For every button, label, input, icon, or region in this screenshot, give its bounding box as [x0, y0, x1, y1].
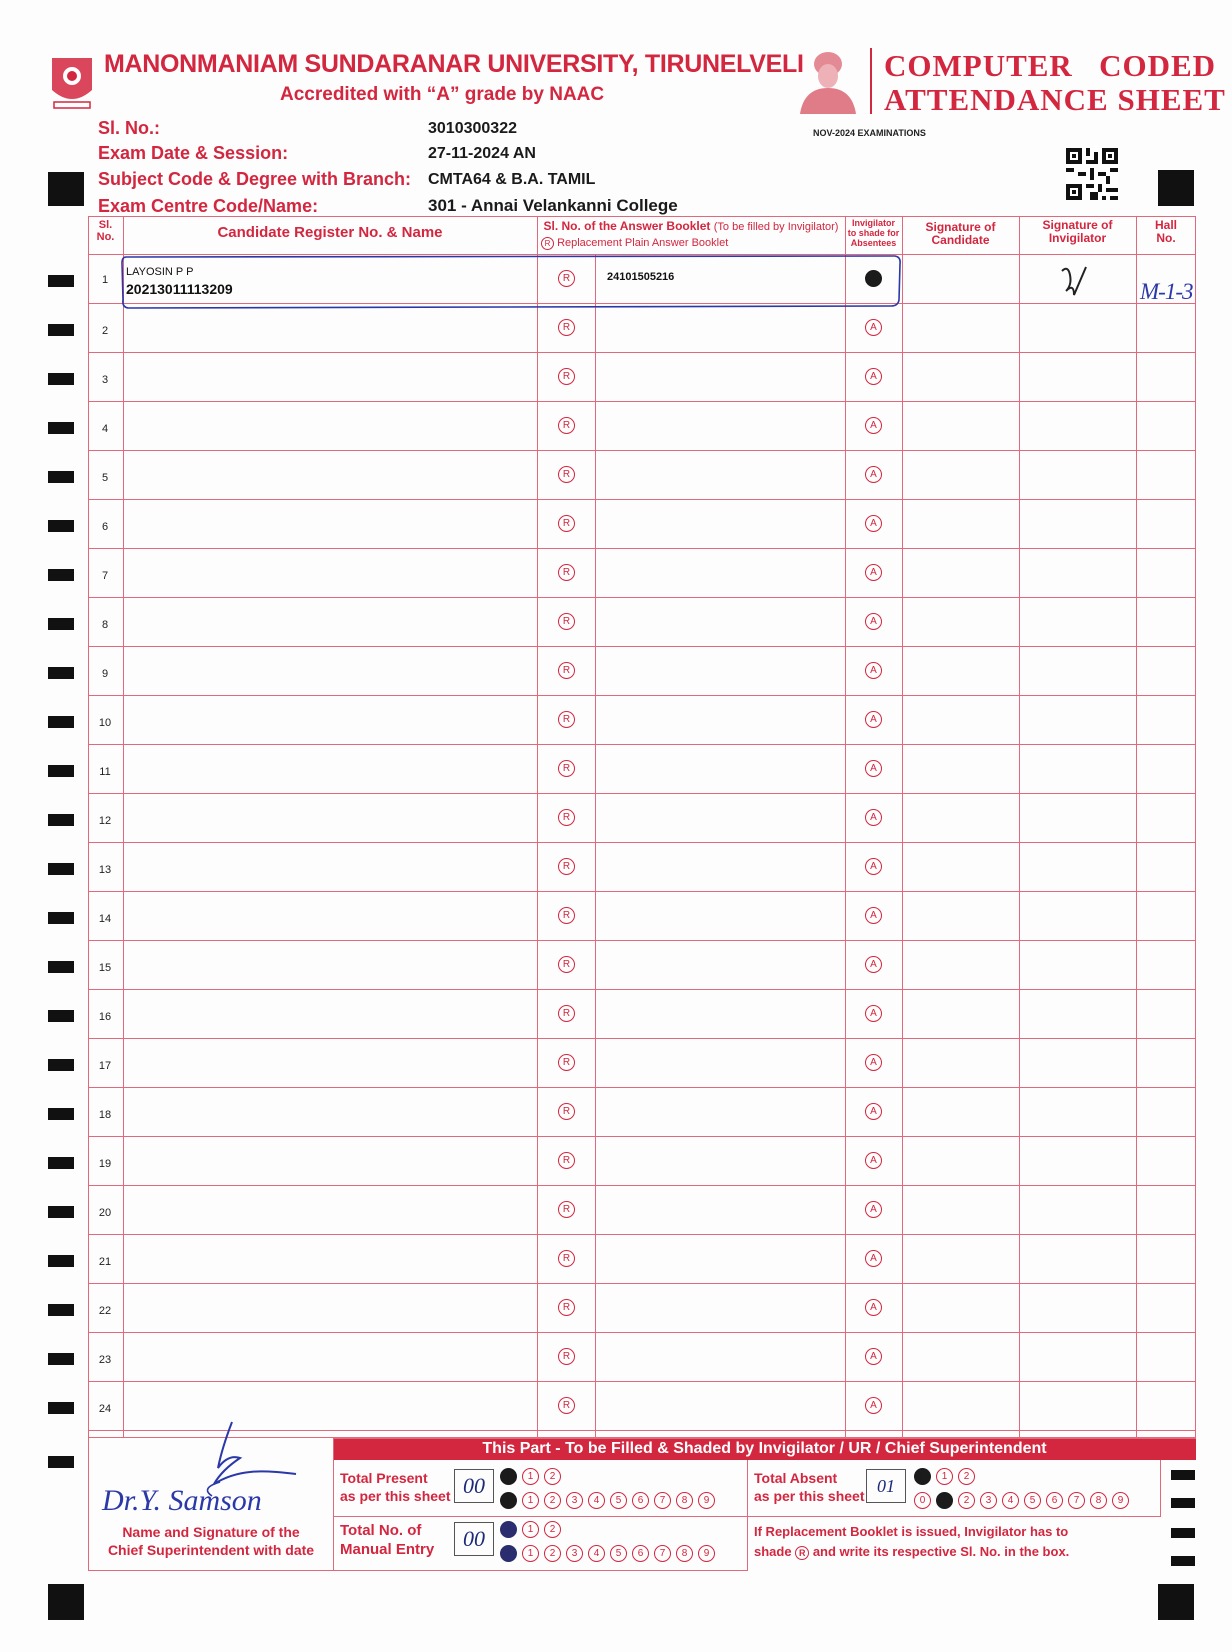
- replacement-bubble[interactable]: R: [558, 515, 575, 532]
- row-number: 2: [101, 325, 109, 337]
- replacement-bubble[interactable]: R: [558, 662, 575, 679]
- row-divider: [88, 646, 1196, 647]
- col-booklet-note: (To be filled by Invigilator): [713, 221, 839, 233]
- cs-label-2: Chief Superintendent with date: [107, 1541, 315, 1558]
- centre-value: 301 - Annai Velankanni College: [428, 196, 678, 215]
- replacement-bubble[interactable]: R: [558, 1054, 575, 1071]
- col-sig-cand-1: Signature of: [925, 220, 996, 234]
- header-divider: [870, 48, 872, 114]
- col-absent-3: Absentees: [850, 237, 897, 248]
- digit-bubble[interactable]: 3: [566, 1545, 583, 1562]
- absentee-bubble[interactable]: A: [865, 1103, 882, 1120]
- column-divider: [595, 254, 596, 1438]
- col-booklet-header: [537, 220, 845, 233]
- total-present-2: as per this sheet: [340, 1487, 451, 1504]
- timing-mark: [48, 1304, 74, 1316]
- absentee-bubble[interactable]: A: [865, 1152, 882, 1169]
- replacement-bubble[interactable]: R: [558, 417, 575, 434]
- column-divider: [845, 216, 846, 1438]
- timing-mark: [1171, 1470, 1195, 1480]
- replacement-bubble[interactable]: R: [558, 1348, 575, 1365]
- row-number: 9: [101, 668, 109, 680]
- chief-superintendent-name-handwritten: Dr.Y. Samson: [102, 1484, 262, 1517]
- row-divider: [88, 940, 1196, 941]
- row-number: 18: [98, 1109, 112, 1121]
- replacement-r-icon: R: [795, 1546, 809, 1560]
- timing-mark: [48, 1059, 74, 1071]
- col-booklet-subheader: [541, 237, 728, 250]
- footer-divider-cs: [333, 1438, 334, 1570]
- row-1-highlight: [120, 254, 904, 310]
- digit-bubble[interactable]: 7: [1068, 1492, 1085, 1509]
- footer-divider-right: [1160, 1460, 1161, 1516]
- timing-block-top-left: [48, 172, 84, 206]
- row-number: 19: [98, 1158, 112, 1170]
- replacement-bubble[interactable]: R: [558, 270, 575, 287]
- total-absent-1: Total Absent: [754, 1470, 838, 1486]
- timing-block-bottom-right: [1158, 1584, 1194, 1620]
- timing-mark: [48, 667, 74, 679]
- col-sig-candidate-header: [902, 221, 1019, 247]
- timing-mark: [1171, 1498, 1195, 1508]
- replacement-note: [754, 1522, 1069, 1562]
- digit-bubble[interactable]: 6: [1046, 1492, 1063, 1509]
- timing-mark: [48, 1456, 74, 1468]
- row-number: 16: [98, 1011, 112, 1023]
- col-sl-header-1: Sl.: [98, 219, 113, 231]
- timing-mark: [48, 471, 74, 483]
- digit-bubble[interactable]: 0: [500, 1492, 517, 1509]
- replacement-bubble[interactable]: R: [558, 809, 575, 826]
- timing-mark: [48, 1402, 74, 1414]
- timing-mark: [48, 520, 74, 532]
- timing-mark: [1171, 1556, 1195, 1566]
- absentee-bubble[interactable]: A: [865, 662, 882, 679]
- row-number: 11: [99, 766, 111, 778]
- digit-bubble[interactable]: 3: [980, 1492, 997, 1509]
- replacement-note-2: [754, 1542, 1069, 1562]
- replacement-bubble[interactable]: R: [558, 858, 575, 875]
- absentee-bubble[interactable]: A: [865, 368, 882, 385]
- column-divider: [1136, 216, 1137, 1438]
- row-divider: [88, 695, 1196, 696]
- replacement-bubble[interactable]: R: [558, 1005, 575, 1022]
- timing-mark: [1171, 1528, 1195, 1538]
- absentee-bubble[interactable]: A: [865, 858, 882, 875]
- sl-no-value: 3010300322: [428, 120, 517, 137]
- answer-booklet-no: 24101505216: [607, 271, 675, 283]
- row-number: 17: [98, 1060, 112, 1072]
- replacement-bubble[interactable]: R: [558, 1201, 575, 1218]
- digit-bubble[interactable]: 4: [1002, 1492, 1019, 1509]
- row-number: 10: [98, 717, 112, 729]
- row-divider: [88, 1185, 1196, 1186]
- absentee-bubble[interactable]: A: [865, 1201, 882, 1218]
- replacement-note-1: If Replacement Booklet is issued, Invigilator has to: [754, 1524, 1069, 1539]
- column-divider: [537, 216, 538, 1438]
- row-number: 3: [101, 374, 109, 386]
- digit-bubble[interactable]: 2: [544, 1468, 561, 1485]
- col-hall-2: No.: [1156, 231, 1176, 246]
- row-divider: [88, 1332, 1196, 1333]
- timing-mark: [48, 765, 74, 777]
- timing-mark: [48, 275, 74, 287]
- total-present-1: Total Present: [340, 1470, 428, 1486]
- row-number: 15: [98, 962, 112, 974]
- absentee-bubble[interactable]: A: [865, 1299, 882, 1316]
- absentee-bubble[interactable]: A: [865, 1348, 882, 1365]
- digit-bubble[interactable]: 4: [588, 1492, 605, 1509]
- col-candidate-header: Candidate Register No. & Name: [217, 224, 443, 241]
- col-sig-invigilator-header: [1019, 219, 1136, 245]
- timing-mark: [48, 814, 74, 826]
- row-divider: [88, 1283, 1196, 1284]
- digit-bubble[interactable]: 2: [544, 1521, 561, 1538]
- timing-mark: [48, 1255, 74, 1267]
- digit-bubble[interactable]: 5: [610, 1545, 627, 1562]
- timing-block-bottom-left: [48, 1584, 84, 1620]
- candidate-register-no: 20213011113209: [126, 281, 233, 297]
- absentee-bubble[interactable]: A: [865, 956, 882, 973]
- timing-mark: [48, 1010, 74, 1022]
- absentee-bubble[interactable]: A: [865, 270, 882, 287]
- total-present-box[interactable]: 00: [454, 1469, 494, 1503]
- candidate-name: LAYOSIN P P: [126, 266, 194, 278]
- column-divider: [1019, 216, 1020, 1438]
- col-sig-inv-1: Signature of: [1042, 218, 1113, 232]
- absentee-bubble[interactable]: A: [865, 613, 882, 630]
- absentee-bubble[interactable]: A: [865, 564, 882, 581]
- timing-mark: [48, 863, 74, 875]
- manual-entry-label: [340, 1522, 434, 1560]
- col-absent-1: Invigilator: [851, 218, 895, 228]
- digit-bubble[interactable]: 2: [544, 1492, 561, 1509]
- digit-bubble[interactable]: 8: [676, 1545, 693, 1562]
- total-present-label: [340, 1470, 451, 1505]
- digit-bubble[interactable]: 8: [676, 1492, 693, 1509]
- footer-bottom: [88, 1570, 748, 1571]
- row-divider: [88, 989, 1196, 990]
- chief-superintendent-label: [94, 1524, 328, 1559]
- row-divider: [88, 1038, 1196, 1039]
- replacement-bubble[interactable]: R: [558, 613, 575, 630]
- absentee-bubble[interactable]: A: [865, 466, 882, 483]
- digit-bubble[interactable]: 9: [1112, 1492, 1129, 1509]
- digit-bubble[interactable]: 9: [698, 1492, 715, 1509]
- absentee-bubble[interactable]: A: [865, 1005, 882, 1022]
- digit-bubble[interactable]: 1: [522, 1468, 539, 1485]
- absentee-bubble[interactable]: A: [865, 1054, 882, 1071]
- replacement-bubble[interactable]: R: [558, 564, 575, 581]
- university-name: MANONMANIAM SUNDARANAR UNIVERSITY, TIRUNELVELI: [104, 50, 804, 78]
- timing-block-top-right: [1158, 170, 1194, 206]
- sl-no-label: Sl. No.:: [98, 118, 160, 138]
- replacement-r-icon: R: [541, 237, 554, 250]
- digit-bubble[interactable]: 2: [958, 1492, 975, 1509]
- digit-bubble[interactable]: 0: [500, 1545, 517, 1562]
- digit-bubble[interactable]: 7: [654, 1545, 671, 1562]
- col-sig-cand-2: Candidate: [931, 233, 990, 248]
- invigilator-signature-row-1: [1054, 261, 1094, 303]
- timing-mark: [48, 1108, 74, 1120]
- absentee-bubble[interactable]: A: [865, 809, 882, 826]
- row-number: 21: [98, 1256, 112, 1268]
- col-sig-inv-2: Invigilator: [1048, 231, 1107, 246]
- digit-bubble[interactable]: 5: [1024, 1492, 1041, 1509]
- row-divider: [88, 548, 1196, 549]
- centre-label: Exam Centre Code/Name:: [98, 196, 319, 216]
- row-number: 8: [101, 619, 109, 631]
- digit-bubble[interactable]: 7: [654, 1492, 671, 1509]
- footer-banner: This Part - To be Filled & Shaded by Invigilator / UR / Chief Superintendent: [333, 1438, 1196, 1460]
- absentee-bubble[interactable]: A: [865, 760, 882, 777]
- row-divider: [88, 744, 1196, 745]
- digit-bubble[interactable]: 6: [632, 1545, 649, 1562]
- digit-bubble[interactable]: 0: [914, 1492, 931, 1509]
- exam-date-value: 27-11-2024 AN: [428, 145, 536, 162]
- absentee-bubble[interactable]: A: [865, 711, 882, 728]
- timing-mark: [48, 1206, 74, 1218]
- replacement-bubble[interactable]: R: [558, 711, 575, 728]
- row-number: 7: [101, 570, 109, 582]
- absentee-bubble[interactable]: A: [865, 1250, 882, 1267]
- total-absent-2: as per this sheet: [754, 1487, 865, 1504]
- row-number: 24: [98, 1403, 112, 1415]
- column-divider: [902, 216, 903, 1438]
- row-divider: [88, 891, 1196, 892]
- timing-mark: [48, 373, 74, 385]
- row-divider: [88, 1234, 1196, 1235]
- replacement-bubble[interactable]: R: [558, 368, 575, 385]
- total-absent-box[interactable]: 01: [866, 1469, 906, 1503]
- digit-bubble[interactable]: 5: [610, 1492, 627, 1509]
- digit-bubble[interactable]: 1: [522, 1545, 539, 1562]
- row-number: 14: [98, 913, 112, 925]
- digit-bubble[interactable]: 2: [958, 1468, 975, 1485]
- replacement-bubble[interactable]: R: [558, 1103, 575, 1120]
- row-number: 22: [98, 1305, 112, 1317]
- row-divider: [88, 1087, 1196, 1088]
- col-booklet-main: Sl. No. of the Answer Booklet: [543, 219, 711, 233]
- replacement-note-2a: shade: [754, 1544, 792, 1560]
- sheet-title-line-1: COMPUTER CODED: [884, 48, 1217, 83]
- digit-bubble[interactable]: 2: [544, 1545, 561, 1562]
- replacement-bubble[interactable]: R: [558, 319, 575, 336]
- digit-bubble[interactable]: 0: [914, 1468, 931, 1485]
- manual-2: Manual Entry: [340, 1540, 435, 1558]
- column-divider: [123, 216, 124, 1438]
- timing-mark: [48, 618, 74, 630]
- footer-left-edge: [88, 1438, 89, 1570]
- row-number: 13: [98, 864, 112, 876]
- footer-right-edge-lower: [747, 1516, 748, 1570]
- row-number: 12: [98, 815, 112, 827]
- col-booklet-sub: Replacement Plain Answer Booklet: [557, 237, 729, 249]
- founder-portrait: [796, 48, 860, 114]
- timing-mark: [48, 422, 74, 434]
- digit-bubble[interactable]: 1: [936, 1468, 953, 1485]
- digit-bubble[interactable]: 1: [522, 1492, 539, 1509]
- absentee-bubble[interactable]: A: [865, 1397, 882, 1414]
- timing-mark: [48, 324, 74, 336]
- attendance-table: [88, 216, 1196, 1438]
- sheet-title-line-2: ATTENDANCE SHEET: [884, 82, 1226, 117]
- timing-mark: [48, 912, 74, 924]
- timing-mark: [48, 716, 74, 728]
- university-logo: [48, 54, 96, 112]
- exam-date-label: Exam Date & Session:: [98, 143, 289, 163]
- col-absent-header: [845, 219, 902, 249]
- row-divider: [88, 450, 1196, 451]
- qr-code: [1066, 148, 1118, 200]
- replacement-bubble[interactable]: R: [558, 907, 575, 924]
- manual-entry-box[interactable]: 00: [454, 1522, 494, 1556]
- accreditation-text: Accredited with “A” grade by NAAC: [280, 84, 605, 105]
- hall-no-handwritten: M-1-3: [1140, 279, 1193, 304]
- digit-bubble[interactable]: 6: [632, 1492, 649, 1509]
- replacement-bubble[interactable]: R: [558, 1299, 575, 1316]
- total-absent-label: [754, 1470, 865, 1505]
- row-number: 6: [101, 521, 109, 533]
- timing-mark: [48, 569, 74, 581]
- replacement-bubble[interactable]: R: [558, 466, 575, 483]
- replacement-bubble[interactable]: R: [558, 1152, 575, 1169]
- col-hall-header: [1136, 219, 1196, 245]
- timing-mark: [48, 961, 74, 973]
- digit-bubble[interactable]: 1: [936, 1492, 953, 1509]
- row-divider: [88, 499, 1196, 500]
- row-divider: [88, 842, 1196, 843]
- subject-value: CMTA64 & B.A. TAMIL: [428, 171, 596, 188]
- footer-divider: [333, 1438, 1196, 1439]
- replacement-bubble[interactable]: R: [558, 760, 575, 777]
- digit-bubble[interactable]: 0: [500, 1521, 517, 1538]
- replacement-bubble[interactable]: R: [558, 1397, 575, 1414]
- manual-1: Total No. of: [340, 1522, 422, 1539]
- cs-label-1: Name and Signature of the: [122, 1524, 300, 1540]
- digit-bubble[interactable]: 0: [500, 1468, 517, 1485]
- absentee-bubble[interactable]: A: [865, 515, 882, 532]
- replacement-bubble[interactable]: R: [558, 956, 575, 973]
- col-sl-header-2: No.: [96, 231, 115, 244]
- absentee-bubble[interactable]: A: [865, 319, 882, 336]
- digit-bubble[interactable]: 1: [522, 1521, 539, 1538]
- digit-bubble[interactable]: 4: [588, 1545, 605, 1562]
- row-divider: [88, 401, 1196, 402]
- row-divider: [88, 597, 1196, 598]
- replacement-note-2b: and write its respective Sl. No. in the box.: [812, 1544, 1070, 1560]
- replacement-bubble[interactable]: R: [558, 1250, 575, 1267]
- row-divider: [88, 1381, 1196, 1382]
- row-divider: [88, 793, 1196, 794]
- digit-bubble[interactable]: 3: [566, 1492, 583, 1509]
- col-sl-header: [88, 219, 123, 243]
- absentee-bubble[interactable]: A: [865, 417, 882, 434]
- row-divider: [88, 352, 1196, 353]
- col-hall-1: Hall: [1154, 218, 1177, 232]
- timing-mark: [48, 1157, 74, 1169]
- digit-bubble[interactable]: 8: [1090, 1492, 1107, 1509]
- row-number: 5: [101, 472, 109, 484]
- absentee-bubble[interactable]: A: [865, 907, 882, 924]
- row-divider: [88, 1136, 1196, 1137]
- examinations-label: NOV-2024 EXAMINATIONS: [813, 128, 926, 138]
- row-number: 23: [98, 1354, 112, 1366]
- row-number: 4: [101, 423, 109, 435]
- row-number: 1: [101, 274, 109, 286]
- col-absent-2: to shade for: [847, 227, 900, 238]
- subject-label: Subject Code & Degree with Branch:: [98, 169, 412, 189]
- digit-bubble[interactable]: 9: [698, 1545, 715, 1562]
- timing-mark: [48, 1353, 74, 1365]
- row-number: 20: [98, 1207, 112, 1219]
